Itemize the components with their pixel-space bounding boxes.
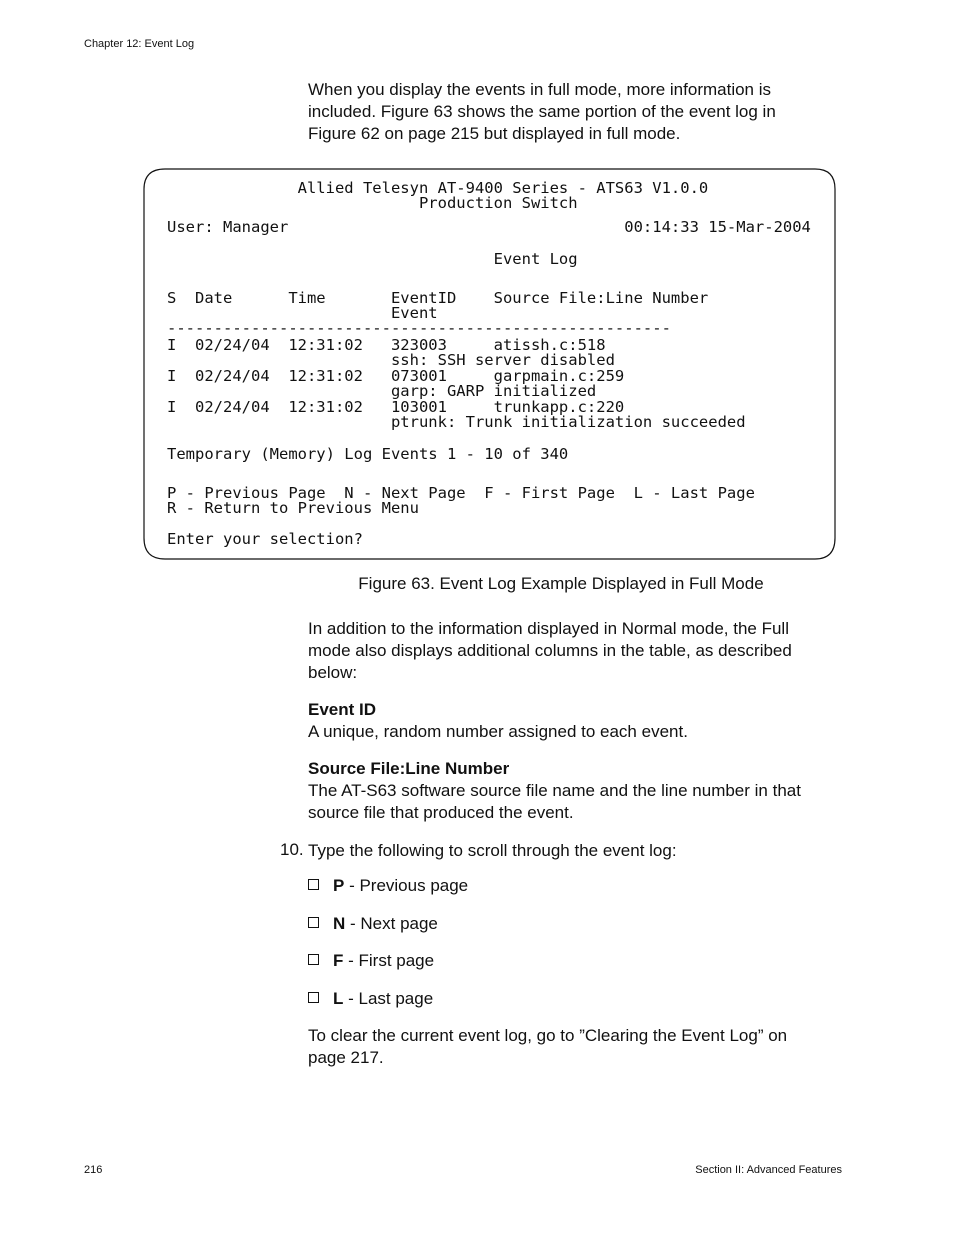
bullet-key: N	[333, 914, 346, 933]
terminal-subtitle-line: Production Switch	[167, 194, 578, 212]
bullet-text: - Last page	[343, 989, 434, 1008]
definition-desc-event-id: A unique, random number assigned to each event.	[308, 722, 688, 741]
bullet-item-last	[308, 988, 433, 1010]
terminal-log-count: Temporary (Memory) Log Events 1 - 10 of 340	[167, 445, 569, 463]
bullet-text: - First page	[343, 951, 435, 970]
bullet-key: F	[333, 951, 344, 970]
closing-paragraph: To clear the current event log, go to ”Clearing the Event Log” on page 217.	[308, 1026, 788, 1067]
terminal-user-line: User: Manager 00:14:33 15-Mar-2004	[167, 218, 811, 236]
terminal-nav-options: P - Previous Page N - Next Page F - First Page L - Last Page	[167, 484, 755, 502]
bullet-text: - Previous page	[344, 876, 469, 895]
intro-paragraph: When you display the events in full mode, more information is included. Figure 63 shows the same portion of the event log in Figure 62 on page 215 but displayed in full mode.	[308, 80, 776, 143]
definition-desc-source-file: The AT-S63 software source file name and the line number in that source file that produced the event.	[308, 781, 801, 822]
terminal-column-header-2: Event	[167, 304, 438, 322]
definition-term-source-file: Source File:Line Number	[308, 759, 510, 778]
checkbox-bullet-icon	[308, 879, 319, 890]
checkbox-bullet-icon	[308, 917, 319, 928]
bullet-key: L	[333, 989, 344, 1008]
terminal-column-header: S Date Time EventID Source File:Line Number	[167, 289, 709, 307]
terminal-event-row: I 02/24/04 12:31:02 323003 atissh.c:518	[167, 336, 606, 354]
terminal-divider: ------------------------------------------------------	[167, 319, 671, 337]
terminal-screen-figure	[143, 168, 836, 560]
terminal-title-line: Allied Telesyn AT-9400 Series - ATS63 V1.0.0	[167, 179, 709, 197]
bullet-item-first	[308, 950, 434, 972]
bullet-key: P	[333, 876, 345, 895]
terminal-return-option: R - Return to Previous Menu	[167, 499, 419, 517]
section-footer: Section II: Advanced Features	[695, 1164, 842, 1176]
terminal-event-detail: ptrunk: Trunk initialization succeeded	[167, 413, 746, 431]
figure-caption	[0, 574, 954, 594]
checkbox-bullet-icon	[308, 992, 319, 1003]
terminal-event-detail: ssh: SSH server disabled	[167, 351, 615, 369]
checkbox-bullet-icon	[308, 954, 319, 965]
bullet-item-previous	[308, 875, 468, 897]
running-header: Chapter 12: Event Log	[84, 38, 195, 50]
step-number: 10.	[280, 840, 304, 859]
bullet-item-next	[308, 913, 438, 935]
definition-term-event-id: Event ID	[308, 700, 377, 719]
terminal-event-detail: garp: GARP initialized	[167, 382, 597, 400]
bullet-text: - Next page	[345, 914, 438, 933]
terminal-event-row: I 02/24/04 12:31:02 103001 trunkapp.c:220	[167, 398, 625, 416]
terminal-event-row: I 02/24/04 12:31:02 073001 garpmain.c:259	[167, 367, 625, 385]
figure-caption-text: Figure 63. Event Log Example Displayed in Full Mode	[358, 574, 764, 593]
terminal-screen-title: Event Log	[167, 250, 578, 268]
step-text: Type the following to scroll through the event log:	[308, 841, 677, 860]
full-mode-paragraph: In addition to the information displayed in Normal mode, the Full mode also displays additional columns in the table, as described below:	[308, 619, 792, 682]
terminal-prompt: Enter your selection?	[167, 530, 363, 548]
page-number: 216	[84, 1164, 103, 1176]
